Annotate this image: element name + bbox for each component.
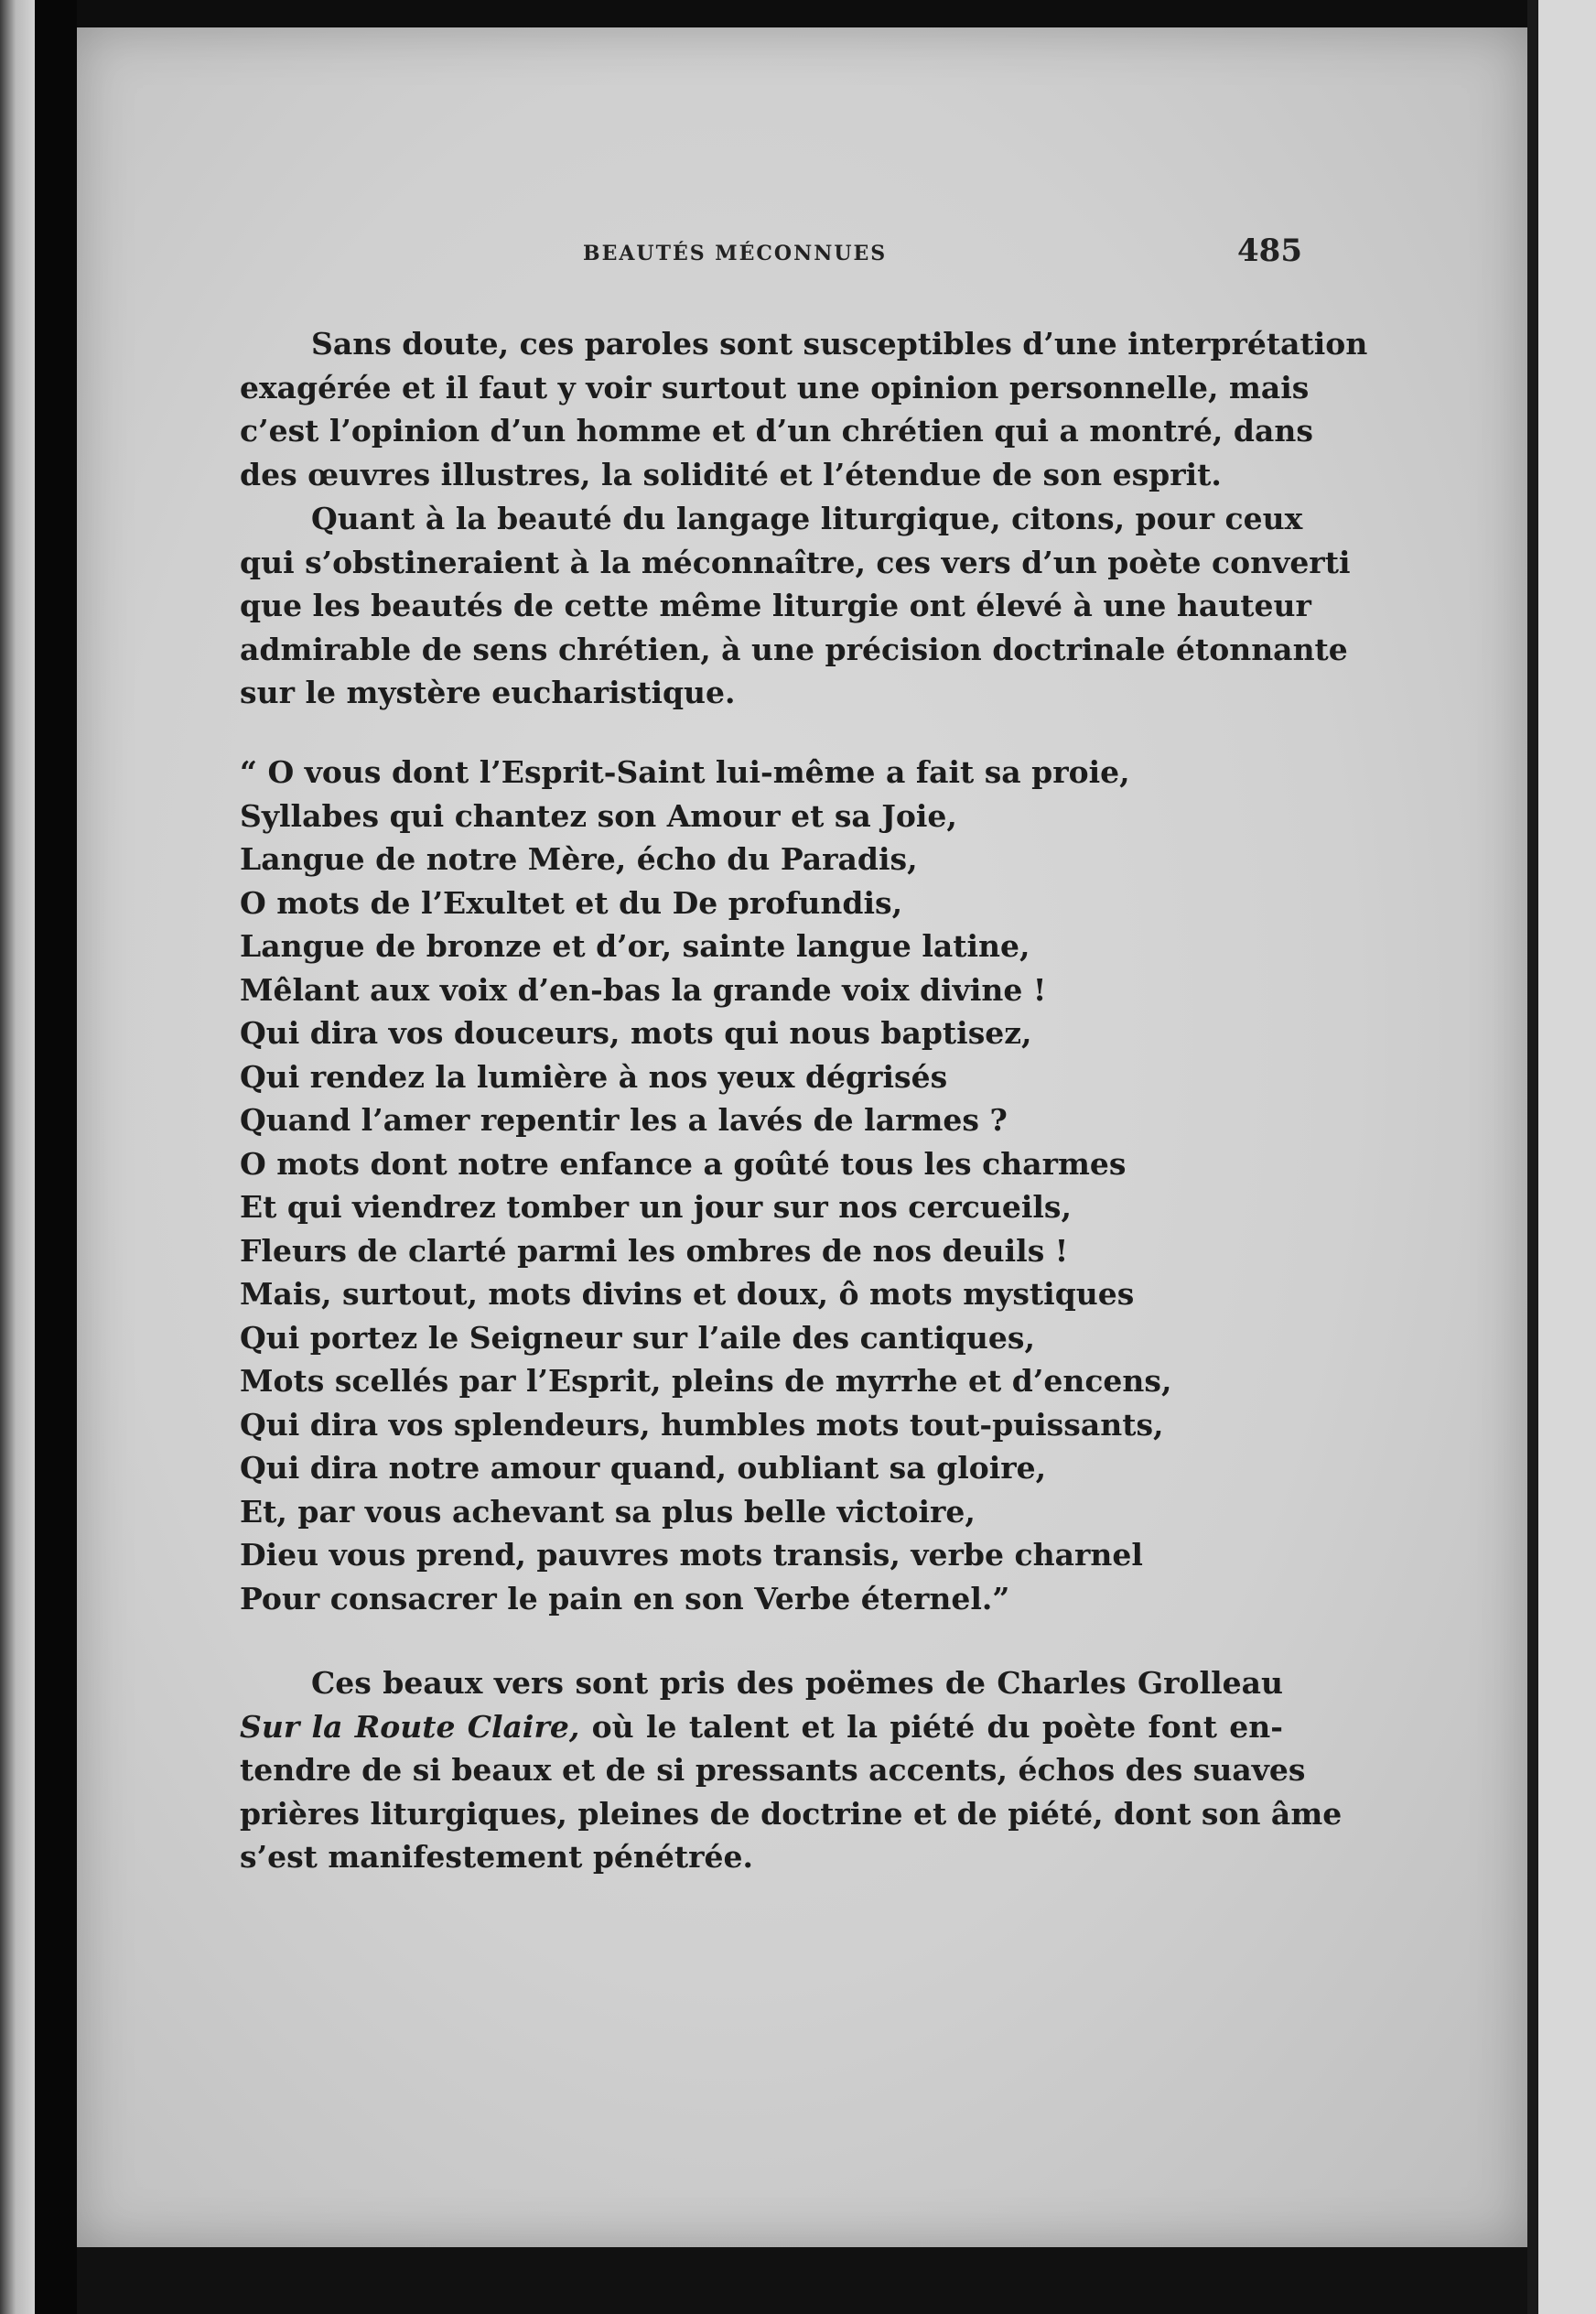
poem-line: Dieu vous prend, pauvres mots transis, verbe charnel — [240, 1537, 1143, 1573]
running-head: BEAUTÉS MÉCONNUES — [583, 242, 888, 265]
text-line: des œuvres illustres, la solidité et l’étendue de son esprit. — [240, 456, 1222, 492]
page-number: 485 — [1237, 232, 1302, 269]
text-line: prières liturgiques, pleines de doctrine et de piété, dont son âme — [240, 1795, 1343, 1832]
poem-line: Mais, surtout, mots divins et doux, ô mots mystiques — [240, 1276, 1135, 1312]
scan-background-bottom — [77, 2247, 1527, 2314]
text-line: qui s’obstineraient à la méconnaître, ces vers d’un poète converti — [240, 544, 1351, 580]
poem-line: Langue de notre Mère, écho du Paradis, — [240, 841, 918, 877]
poem-quotation — [240, 751, 1283, 1620]
poem-line: Et qui viendrez tomber un jour sur nos cercueils, — [240, 1189, 1072, 1225]
poem-line: Syllabes qui chantez son Amour et sa Joie, — [240, 797, 957, 834]
book-gutter — [35, 0, 77, 2314]
text-line: admirable de sens chrétien, à une précision doctrinale étonnante — [240, 631, 1348, 667]
poem-line: Mêlant aux voix d’en-bas la grande voix divine ! — [240, 971, 1047, 1008]
poem-line: O mots de l’Exultet et du De profundis, — [240, 884, 903, 921]
text-line: tendre de si beaux et de si pressants accents, échos des suaves — [240, 1752, 1306, 1788]
paragraph-2 — [240, 497, 1351, 715]
poem-line: Fleurs de clarté parmi les ombres de nos deuils ! — [240, 1232, 1069, 1269]
text-line: s’est manifestement pénétrée. — [240, 1839, 754, 1875]
text-fragment: où le talent et la piété du poète font en- — [579, 1708, 1283, 1745]
paragraph-3 — [240, 1661, 1343, 1879]
poem-line: Langue de bronze et d’or, sainte langue latine, — [240, 928, 1030, 964]
text-line: sur le mystère eucharistique. — [240, 675, 736, 710]
poem-line: Qui portez le Seigneur sur l’aile des cantiques, — [240, 1319, 1035, 1356]
poem-line: Qui dira vos douceurs, mots qui nous baptisez, — [240, 1015, 1032, 1051]
poem-line: Quand l’amer repentir les a lavés de larmes ? — [240, 1102, 1008, 1138]
poem-line: Qui rendez la lumière à nos yeux dégrisés — [240, 1058, 948, 1095]
poem-line: Qui dira notre amour quand, oubliant sa gloire, — [240, 1450, 1047, 1486]
text-line: Quant à la beauté du langage liturgique, citons, pour ceux — [311, 501, 1303, 536]
text-line: que les beautés de cette même liturgie ont élevé à une hauteur — [240, 588, 1311, 623]
text-line: Ces beaux vers sont pris des poëmes de Charles Grolleau — [311, 1665, 1283, 1701]
text-line: c’est l’opinion d’un homme et d’un chrétien qui a montré, dans — [240, 413, 1313, 449]
poem-line: Mots scellés par l’Esprit, pleins de myrrhe et d’encens, — [240, 1363, 1172, 1399]
poem-line: O mots dont notre enfance a goûté tous les charmes — [240, 1145, 1127, 1182]
text-line: exagérée et il faut y voir surtout une opinion personnelle, mais — [240, 369, 1310, 405]
text-line — [240, 1705, 1283, 1749]
facing-page-edge — [0, 0, 35, 2314]
poem-line: Et, par vous achevant sa plus belle victoire, — [240, 1493, 976, 1530]
poem-line: “ O vous dont l’Esprit-Saint lui-même a fait sa proie, — [240, 754, 1130, 790]
book-title: Sur la Route Claire, — [240, 1708, 580, 1745]
paragraph-1 — [240, 322, 1368, 496]
text-line: Sans doute, ces paroles sont susceptibles d’une interprétation — [311, 326, 1368, 362]
page-right-border — [1527, 0, 1538, 2314]
poem-line: Qui dira vos splendeurs, humbles mots tout-puissants, — [240, 1406, 1164, 1443]
poem-line: Pour consacrer le pain en son Verbe éternel.” — [240, 1580, 1010, 1617]
